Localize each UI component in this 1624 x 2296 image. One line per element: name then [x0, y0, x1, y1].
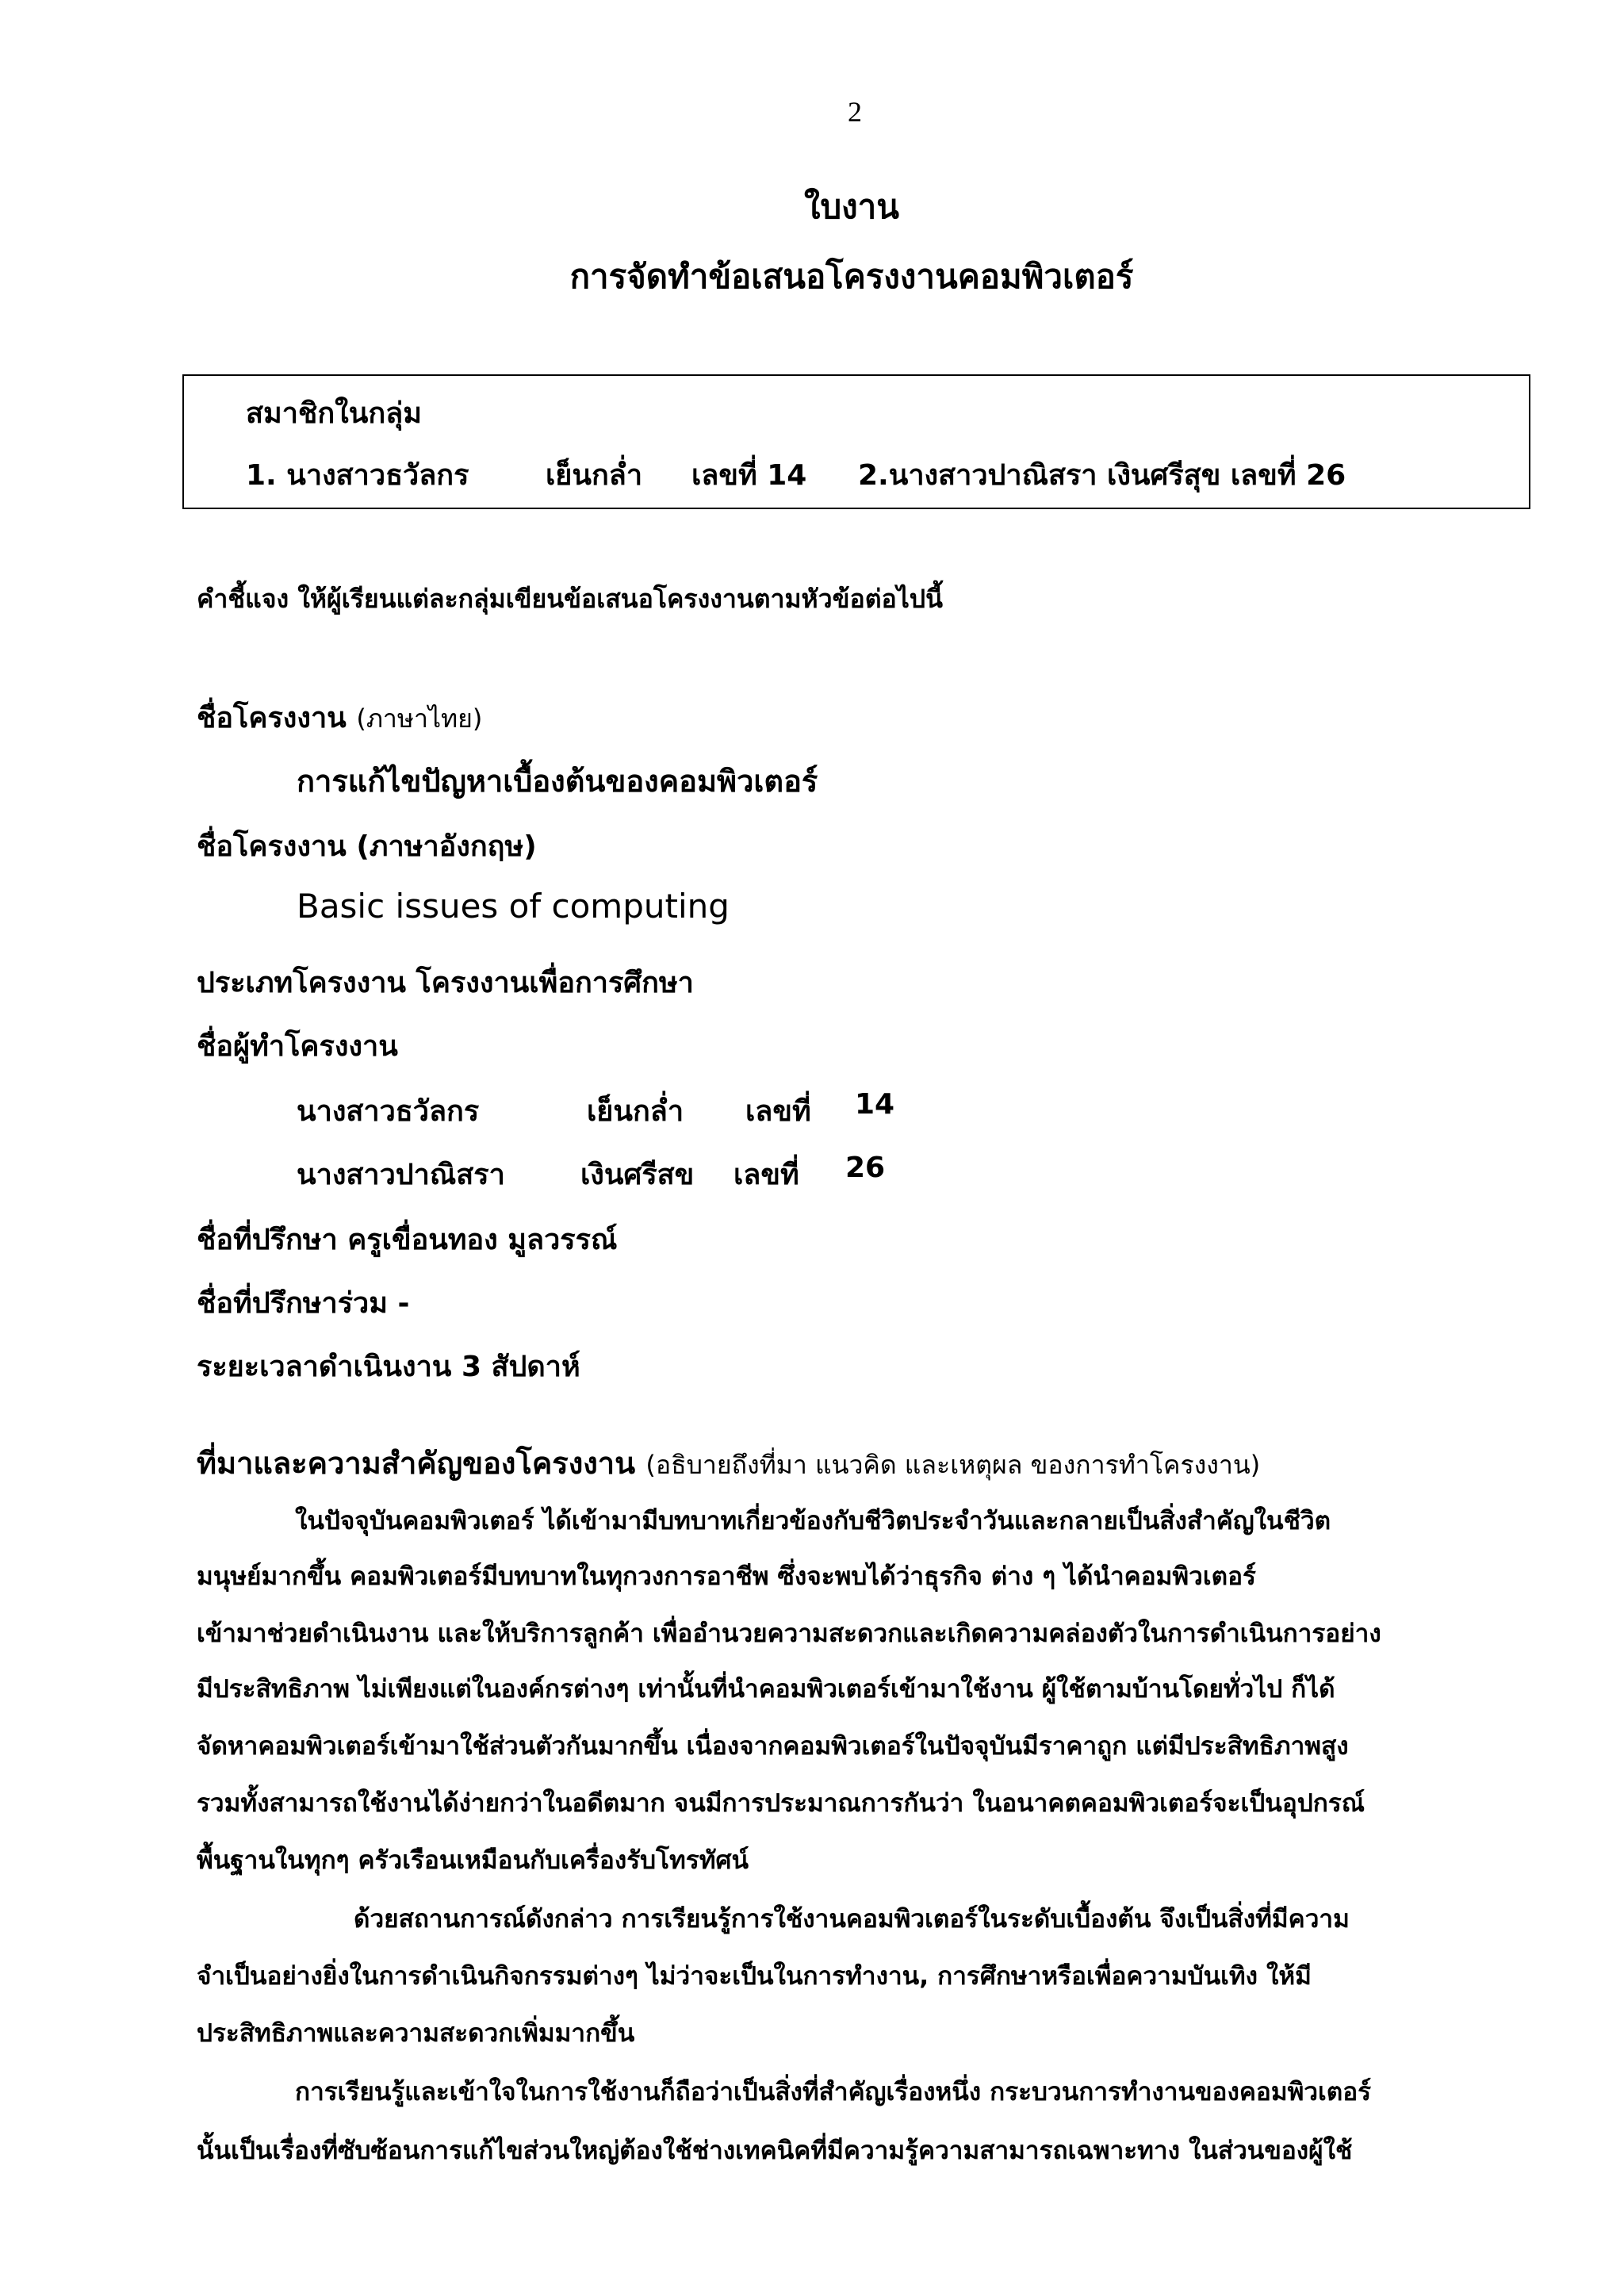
- project-name-en-value: Basic issues of computing: [297, 887, 730, 926]
- author-1-no: 14: [855, 1088, 895, 1121]
- instruction: คำชี้แจง ให้ผู้เรียนแต่ละกลุ่มเขียนข้อเสนอโครงงานตามหัวข้อต่อไปนี้: [197, 584, 943, 614]
- background-line: เข้ามาช่วยดำเนินงาน และให้บริการลูกค้า เพื่ออำนวยความสะดวกและเกิดความคล่องตัวในการดำเนินการอย่าง: [197, 1619, 1381, 1648]
- co-advisor: ชื่อที่ปรึกษาร่วม -: [197, 1287, 410, 1320]
- author-1-surname: เย็นกล่ำ: [587, 1095, 684, 1128]
- background-line: มีประสิทธิภาพ ไม่เพียงแต่ในองค์กรต่างๆ เท่านั้นที่นำคอมพิวเตอร์เข้ามาใช้งาน ผู้ใช้ตามบ้านโดยทั่วไป ก็ได้: [197, 1675, 1335, 1704]
- project-type: ประเภทโครงงาน โครงงานเพื่อการศึกษา: [197, 967, 694, 999]
- author-2-no-label: เลขที่: [733, 1159, 799, 1191]
- author-2-no: 26: [845, 1152, 886, 1184]
- duration: ระยะเวลาดำเนินงาน 3 สัปดาห์: [197, 1351, 580, 1383]
- advisor: ชื่อที่ปรึกษา ครูเขื่อนทอง มูลวรรณ์: [197, 1224, 618, 1256]
- member-1-name: 1. นางสาวธวัลกร: [246, 459, 469, 492]
- worksheet-subtitle: การจัดทำข้อเสนอโครงงานคอมพิวเตอร์: [569, 257, 1134, 296]
- background-line: จำเป็นอย่างยิ่งในการดำเนินกิจกรรมต่างๆ ไม่ว่าจะเป็นในการทำงาน, การศึกษาหรือเพื่อความบันเทิง ให้มี: [197, 1962, 1312, 1991]
- members-heading: สมาชิกในกลุ่ม: [246, 397, 422, 430]
- background-line: มนุษย์มากขึ้น คอมพิวเตอร์มีบทบาทในทุกวงการอาชีพ ซึ่งจะพบได้ว่าธุรกิจ ต่าง ๆ ได้นำคอมพิวเตอร์: [197, 1562, 1256, 1591]
- authors-label: ชื่อผู้ทำโครงงาน: [197, 1030, 398, 1063]
- background-line: พื้นฐานในทุกๆ ครัวเรือนเหมือนกับเครื่องรับโทรทัศน์: [197, 1846, 749, 1875]
- project-name-th-value: การแก้ไขปัญหาเบื้องต้นของคอมพิวเตอร์: [297, 764, 818, 799]
- page-number: 2: [848, 96, 862, 128]
- background-heading-row: [197, 1439, 1260, 1487]
- member-1-number: เลขที่ 14: [691, 459, 807, 492]
- background-line: นั้นเป็นเรื่องที่ซับซ้อนการแก้ไขส่วนใหญ่ต้องใช้ช่างเทคนิคที่มีความรู้ความสามารถเฉพาะทาง ในส่วนของผู้ใช้: [197, 2137, 1353, 2165]
- author-2-surname: เงินศรีสข: [580, 1159, 695, 1191]
- worksheet-title: ใบงาน: [804, 187, 899, 226]
- project-name-th-label-text: ชื่อโครงงาน: [197, 702, 347, 734]
- member-1-surname: เย็นกล่ำ: [546, 459, 643, 492]
- background-line: จัดหาคอมพิวเตอร์เข้ามาใช้ส่วนตัวกันมากขึ้น เนื่องจากคอมพิวเตอร์ในปัจจุบันมีราคาถูก แต่มีประสิทธิภาพสูง: [197, 1732, 1349, 1761]
- background-heading: ที่มาและความสำคัญของโครงงาน: [197, 1446, 636, 1481]
- member-2: 2.นางสาวปาณิสรา เงินศรีสุข เลขที่ 26: [858, 459, 1346, 492]
- project-name-en-label: ชื่อโครงงาน (ภาษาอังกฤษ): [197, 830, 537, 863]
- background-line: ด้วยสถานการณ์ดังกล่าว การเรียนรู้การใช้งานคอมพิวเตอร์ในระดับเบื้องต้น จึงเป็นสิ่งที่มีความ: [354, 1905, 1350, 1934]
- background-line: ในปัจจุบันคอมพิวเตอร์ ได้เข้ามามีบทบาทเกี่ยวข้องกับชีวิตประจำวันและกลายเป็นสิ่งสำคัญในชีวิต: [295, 1507, 1331, 1535]
- author-1-no-label: เลขที่: [745, 1095, 811, 1128]
- author-2-name: นางสาวปาณิสรา: [297, 1159, 505, 1191]
- background-note: (อธิบายถึงที่มา แนวคิด และเหตุผล ของการทำโครงงาน): [645, 1450, 1261, 1480]
- project-name-th-label: [197, 695, 482, 740]
- background-line: ประสิทธิภาพและความสะดวกเพิ่มมากขึ้น: [197, 2019, 635, 2048]
- background-line: การเรียนรู้และเข้าใจในการใช้งานก็ถือว่าเป็นสิ่งที่สำคัญเรื่องหนึ่ง กระบวนการทำงานของคอมพิวเตอร์: [295, 2078, 1372, 2106]
- background-line: รวมทั้งสามารถใช้งานได้ง่ายกว่าในอดีตมาก จนมีการประมาณการกันว่า ในอนาคตคอมพิวเตอร์จะเป็นอุปกรณ์: [197, 1789, 1365, 1818]
- project-name-th-note: (ภาษาไทย): [356, 703, 483, 734]
- author-1-name: นางสาวธวัลกร: [297, 1095, 480, 1128]
